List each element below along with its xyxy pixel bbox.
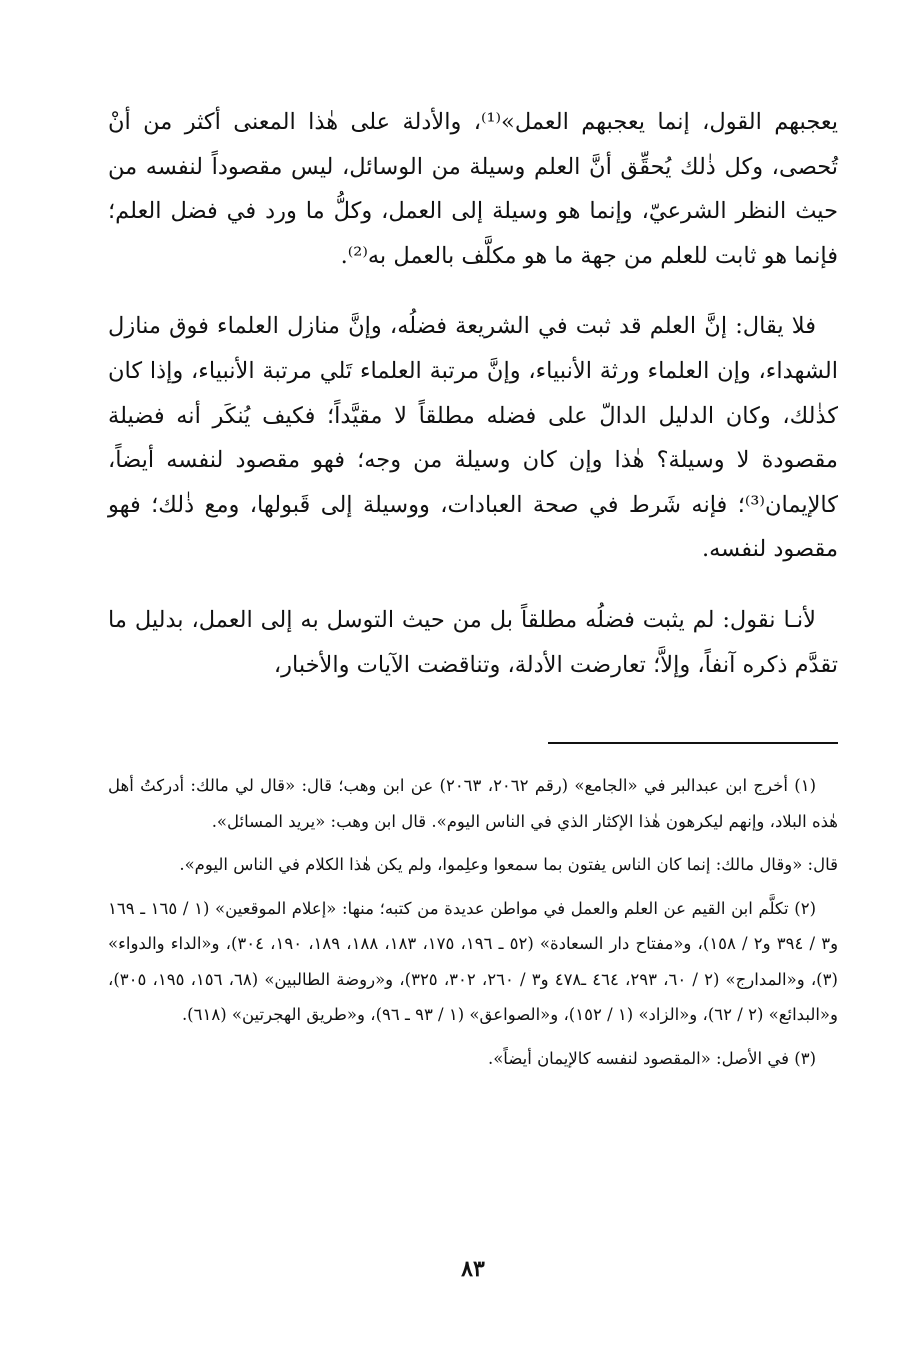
- paragraph-2: فلا يقال: إنَّ العلم قد ثبت في الشريعة فضلُه، وإنَّ منازل العلماء فوق منازل الشهداء، وإن العلماء ورثة الأنبياء، وإنَّ مرتبة العلماء تَلي مرتبة الأنبياء، وإذا كان كذٰلك، وكان الدليل الدالّ على فضله مطلقاً لا مقيَّداً؛ فكيف يُنكَر أنه فضيلة مقصودة لا وسيلة؟ هٰذا وإن كان وسيلة من وجه؛ فهو مقصود لنفسه أيضاً، كالإيمان⁽³⁾؛ فإنه شَرط في صحة العبادات، ووسيلة إلى قَبولها، ومع ذٰلك؛ فهو مقصود لنفسه.: [108, 313, 838, 563]
- paragraph-3: لأنـا نقول: لم يثبت فضلُه مطلقاً بل من حيث التوسل به إلى العمل، بدليل ما تقدَّم ذكره آنفاً، وإلاَّ؛ تعارضت الأدلة، وتناقضت الآيات والأخبار،: [108, 606, 838, 678]
- footnote-1: (١) أخرج ابن عبدالبر في «الجامع» (رقم ٢٠٦٢، ٢٠٦٣) عن ابن وهب؛ قال: «قال لي مالك: أدركتُ أهل هٰذه البلاد، وإنهم ليكرهون هٰذا الإكثار الذي في الناس اليوم». قال ابن وهب: «يريد المسائل».: [108, 776, 838, 831]
- document-page: [108, 100, 838, 1300]
- footnote-1-continuation: قال: «وقال مالك: إنما كان الناس يفتون بما سمعوا وعلِموا، ولم يكن هٰذا الكلام في الناس اليوم».: [179, 855, 838, 874]
- footnote-divider: [548, 742, 838, 744]
- footnotes: [108, 768, 838, 1084]
- footnote-3: (٣) في الأصل: «المقصود لنفسه كالإيمان أيضاً».: [487, 1048, 816, 1068]
- paragraph-1: يعجبهم القول، إنما يعجبهم العمل»⁽¹⁾، والأدلة على هٰذا المعنى أكثر من أنْ تُحصى، وكل ذٰلك يُحقِّق أنَّ العلم وسيلة من الوسائل، ليس مقصوداً لنفسه من حيث النظر الشرعيّ، وإنما هو وسيلة إلى العمل، وكلُّ ما ورد في فضل العلم؛ فإنما هو ثابت للعلم من جهة ما هو مكلَّف بالعمل به⁽²⁾.: [108, 109, 838, 269]
- main-text: [108, 100, 838, 687]
- page-number: ٨٣: [461, 1256, 485, 1282]
- footnote-2: (٢) تكلَّم ابن القيم عن العلم والعمل في مواطن عديدة من كتبه؛ منها: «إعلام الموقعين» (١ / ١٦٥ ـ ١٦٩ و٣ / ٣٩٤ و٢ / ١٥٨)، و«مفتاح دار السعادة» (٥٢ ـ ١٩٦، ١٧٥، ١٨٣، ١٨٨، ١٨٩، ١٩٠، ٣٠٤)، و«الداء والدواء» (٣)، و«المدارج» (٢ / ٦٠، ٢٩٣، ٤٦٤ ـ٤٧٨ و٣ / ٢٦٠، ٣٠٢، ٣٢٥)، و«روضة الطالبين» (٦٨، ١٥٦، ١٩٥، ٣٠٥)، و«البدائع» (٢ / ٦٢)، و«الزاد» (١ / ١٥٢)، و«الصواعق» (١ / ٩٣ ـ ٩٦)، و«طريق الهجرتين» (٦١٨).: [108, 898, 839, 1024]
